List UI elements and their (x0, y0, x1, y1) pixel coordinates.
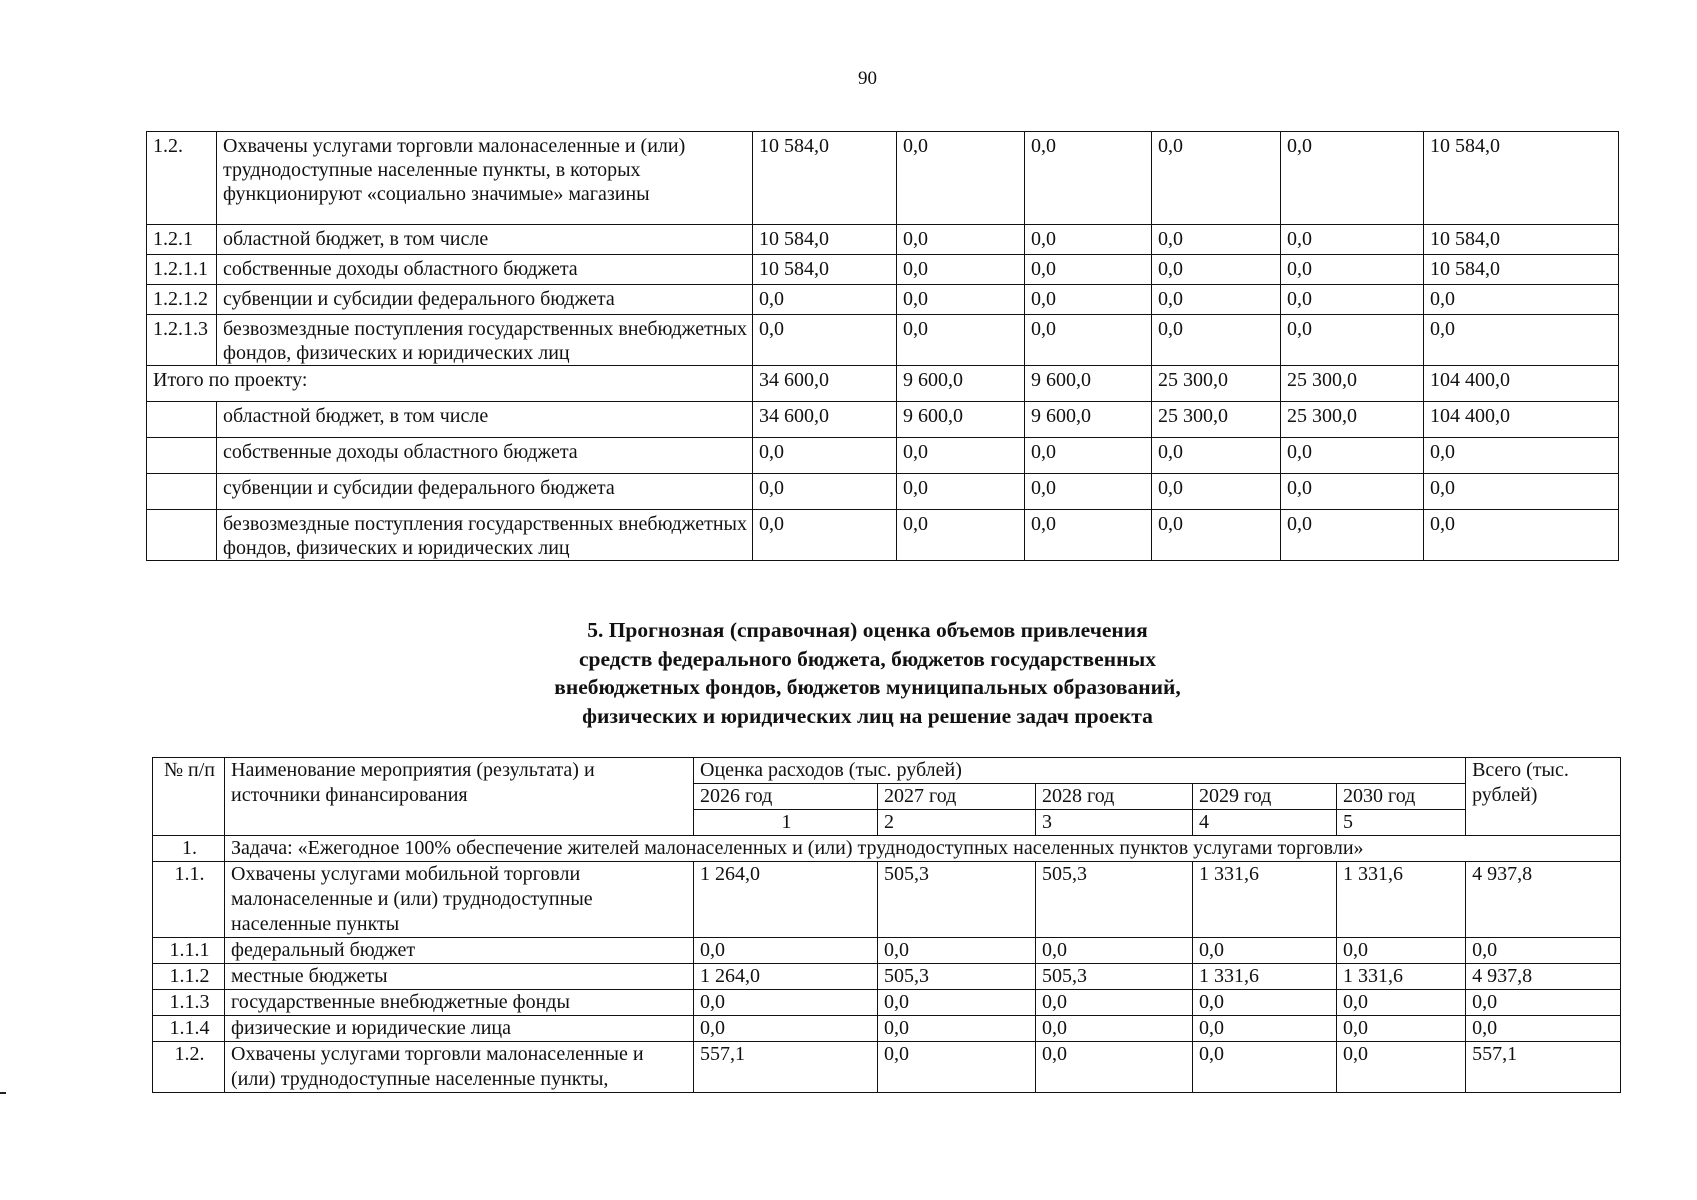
table-row (147, 255, 1619, 285)
page-number: 90 (858, 68, 877, 89)
column-number: 2 (878, 810, 1036, 836)
total-cell: 0,0 (1424, 438, 1619, 474)
value-cell: 0,0 (1281, 285, 1424, 315)
total-cell: 0,0 (1424, 285, 1619, 315)
value-cell: 10 584,0 (753, 132, 897, 225)
row-number: 1.2.1.1 (147, 255, 217, 285)
forecast-funding-table (152, 757, 1621, 1093)
table-row (147, 315, 1619, 366)
column-number: 5 (1337, 810, 1466, 836)
heading-line: внебюджетных фондов, бюджетов муниципальных образований, (554, 675, 1181, 699)
value-cell: 0,0 (694, 938, 878, 964)
heading-line: средств федерального бюджета, бюджетов государственных (578, 646, 1157, 671)
table-row (153, 862, 1621, 938)
value-cell: 34 600,0 (753, 402, 897, 438)
value-cell: 0,0 (753, 285, 897, 315)
total-cell: 4 937,8 (1466, 862, 1621, 938)
value-cell: 505,3 (878, 964, 1036, 990)
total-cell: 0,0 (1424, 474, 1619, 510)
value-cell: 0,0 (1281, 510, 1424, 561)
value-cell: 0,0 (1025, 132, 1152, 225)
value-cell: 0,0 (1193, 1016, 1337, 1042)
total-cell: 10 584,0 (1424, 255, 1619, 285)
value-cell: 0,0 (1337, 1016, 1466, 1042)
row-name: безвозмездные поступления государственных внебюджетных фондов, физических и юридических лиц (217, 315, 753, 366)
total-cell: 0,0 (1424, 315, 1619, 366)
row-number: 1.2.1 (147, 225, 217, 255)
table-row (147, 132, 1619, 225)
value-cell: 0,0 (753, 438, 897, 474)
value-cell: 0,0 (1036, 1016, 1193, 1042)
value-cell: 1 331,6 (1193, 862, 1337, 938)
value-cell: 0,0 (1281, 315, 1424, 366)
value-cell: 0,0 (897, 285, 1025, 315)
row-number: 1.2.1.3 (147, 315, 217, 366)
value-cell: 1 264,0 (694, 964, 878, 990)
value-cell: 0,0 (1152, 132, 1281, 225)
value-cell: 0,0 (753, 474, 897, 510)
header-year: 2028 год (1036, 784, 1193, 810)
section-5-heading (0, 616, 1697, 730)
row-number: 1.2. (147, 132, 217, 225)
empty-cell (147, 438, 217, 474)
header-year: 2027 год (878, 784, 1036, 810)
value-cell: 0,0 (1025, 285, 1152, 315)
total-cell: 10 584,0 (1424, 225, 1619, 255)
header-estimate: Оценка расходов (тыс. рублей) (694, 758, 1466, 784)
table-row (153, 1042, 1621, 1093)
header-year: 2026 год (694, 784, 878, 810)
table-row (147, 402, 1619, 438)
total-cell: 4 937,8 (1466, 964, 1621, 990)
value-cell: 0,0 (753, 510, 897, 561)
total-cell: 10 584,0 (1424, 132, 1619, 225)
total-cell: 0,0 (1466, 938, 1621, 964)
value-cell: 34 600,0 (753, 366, 897, 402)
row-name: областной бюджет, в том числе (217, 225, 753, 255)
value-cell: 10 584,0 (753, 255, 897, 285)
row-name: федеральный бюджет (225, 938, 694, 964)
value-cell: 557,1 (694, 1042, 878, 1093)
row-name: Охвачены услугами торговли малонаселенные и (или) труднодоступные населенные пункты, (225, 1042, 694, 1093)
row-name: субвенции и субсидии федерального бюджета (217, 474, 753, 510)
header-row (153, 758, 1621, 784)
value-cell: 0,0 (897, 315, 1025, 366)
value-cell: 0,0 (878, 1016, 1036, 1042)
value-cell: 0,0 (878, 990, 1036, 1016)
table-row (153, 964, 1621, 990)
value-cell: 1 331,6 (1193, 964, 1337, 990)
total-cell: 557,1 (1466, 1042, 1621, 1093)
row-number: 1.2. (153, 1042, 225, 1093)
row-number: 1.1.1 (153, 938, 225, 964)
row-name: субвенции и субсидии федерального бюджета (217, 285, 753, 315)
value-cell: 25 300,0 (1152, 366, 1281, 402)
value-cell: 0,0 (1281, 474, 1424, 510)
value-cell: 0,0 (1281, 225, 1424, 255)
value-cell: 0,0 (1281, 255, 1424, 285)
row-name: безвозмездные поступления государственных внебюджетных фондов, физических и юридических лиц (217, 510, 753, 561)
row-name: Охвачены услугами торговли малонаселенные и (или) труднодоступные населенные пункты, в которых функционируют «социально значимые» магазины (217, 132, 753, 225)
value-cell: 9 600,0 (1025, 366, 1152, 402)
row-name: собственные доходы областного бюджета (217, 438, 753, 474)
value-cell: 1 331,6 (1337, 862, 1466, 938)
header-year: 2029 год (1193, 784, 1337, 810)
value-cell: 0,0 (1281, 132, 1424, 225)
value-cell: 25 300,0 (1281, 366, 1424, 402)
empty-cell (147, 510, 217, 561)
column-number: 1 (694, 810, 878, 836)
row-name: Охвачены услугами мобильной торговли малонаселенные и (или) труднодоступные населенные пункты (225, 862, 694, 938)
row-number: 1.1.3 (153, 990, 225, 1016)
total-cell: 0,0 (1424, 510, 1619, 561)
value-cell: 1 331,6 (1337, 964, 1466, 990)
table-row (153, 990, 1621, 1016)
value-cell: 0,0 (1025, 510, 1152, 561)
value-cell: 0,0 (1025, 315, 1152, 366)
table-row (147, 285, 1619, 315)
value-cell: 0,0 (897, 132, 1025, 225)
value-cell: 9 600,0 (897, 366, 1025, 402)
value-cell: 0,0 (878, 938, 1036, 964)
column-number: 3 (1036, 810, 1193, 836)
value-cell: 25 300,0 (1281, 402, 1424, 438)
value-cell: 0,0 (694, 1016, 878, 1042)
row-name: собственные доходы областного бюджета (217, 255, 753, 285)
value-cell: 0,0 (694, 990, 878, 1016)
value-cell: 9 600,0 (897, 402, 1025, 438)
value-cell: 0,0 (1281, 438, 1424, 474)
row-number: 1.1.2 (153, 964, 225, 990)
value-cell: 0,0 (1152, 315, 1281, 366)
column-number: 4 (1193, 810, 1337, 836)
row-name: государственные внебюджетные фонды (225, 990, 694, 1016)
heading-line: 5. Прогнозная (справочная) оценка объемов привлечения (587, 618, 1148, 642)
task-text: Задача: «Ежегодное 100% обеспечение жителей малонаселенных и (или) труднодоступных населенных пунктов услугами торговли» (225, 836, 1621, 862)
header-total: Всего (тыс. рублей) (1466, 758, 1621, 836)
row-number: 1.2.1.2 (147, 285, 217, 315)
margin-mark (0, 1092, 6, 1094)
value-cell: 0,0 (897, 510, 1025, 561)
value-cell: 0,0 (897, 255, 1025, 285)
table-row (147, 225, 1619, 255)
project-funding-table (146, 131, 1619, 561)
value-cell: 0,0 (1193, 938, 1337, 964)
table-row (153, 938, 1621, 964)
value-cell: 505,3 (1036, 964, 1193, 990)
row-number: 1.1. (153, 862, 225, 938)
total-cell: 104 400,0 (1424, 366, 1619, 402)
total-cell: 104 400,0 (1424, 402, 1619, 438)
value-cell: 0,0 (1193, 1042, 1337, 1093)
value-cell: 9 600,0 (1025, 402, 1152, 438)
value-cell: 0,0 (1152, 510, 1281, 561)
value-cell: 0,0 (1036, 990, 1193, 1016)
value-cell: 0,0 (1193, 990, 1337, 1016)
value-cell: 0,0 (1036, 938, 1193, 964)
value-cell: 0,0 (878, 1042, 1036, 1093)
header-year: 2030 год (1337, 784, 1466, 810)
table-row (147, 474, 1619, 510)
heading-line: физических и юридических лиц на решение задач проекта (582, 703, 1153, 728)
value-cell: 0,0 (1036, 1042, 1193, 1093)
value-cell: 0,0 (897, 474, 1025, 510)
row-name: местные бюджеты (225, 964, 694, 990)
value-cell: 1 264,0 (694, 862, 878, 938)
value-cell: 0,0 (1152, 474, 1281, 510)
value-cell: 0,0 (1337, 938, 1466, 964)
value-cell: 0,0 (1152, 255, 1281, 285)
header-num: № п/п (153, 758, 225, 836)
value-cell: 0,0 (897, 225, 1025, 255)
task-number: 1. (153, 836, 225, 862)
value-cell: 0,0 (1025, 255, 1152, 285)
project-total-label: Итого по проекту: (147, 366, 753, 402)
value-cell: 0,0 (1152, 285, 1281, 315)
empty-cell (147, 474, 217, 510)
value-cell: 505,3 (878, 862, 1036, 938)
value-cell: 505,3 (1036, 862, 1193, 938)
value-cell: 0,0 (897, 438, 1025, 474)
row-name: областной бюджет, в том числе (217, 402, 753, 438)
row-number: 1.1.4 (153, 1016, 225, 1042)
value-cell: 0,0 (1025, 474, 1152, 510)
table-row (153, 1016, 1621, 1042)
row-name: физические и юридические лица (225, 1016, 694, 1042)
total-cell: 0,0 (1466, 1016, 1621, 1042)
value-cell: 0,0 (1337, 990, 1466, 1016)
value-cell: 0,0 (1152, 438, 1281, 474)
empty-cell (147, 402, 217, 438)
value-cell: 25 300,0 (1152, 402, 1281, 438)
header-name: Наименование мероприятия (результата) и источники финансирования (225, 758, 694, 836)
table-row (147, 438, 1619, 474)
total-cell: 0,0 (1466, 990, 1621, 1016)
value-cell: 0,0 (1337, 1042, 1466, 1093)
value-cell: 10 584,0 (753, 225, 897, 255)
task-row (153, 836, 1621, 862)
value-cell: 0,0 (753, 315, 897, 366)
table-row (147, 510, 1619, 561)
value-cell: 0,0 (1025, 438, 1152, 474)
value-cell: 0,0 (1025, 225, 1152, 255)
project-total-row (147, 366, 1619, 402)
value-cell: 0,0 (1152, 225, 1281, 255)
